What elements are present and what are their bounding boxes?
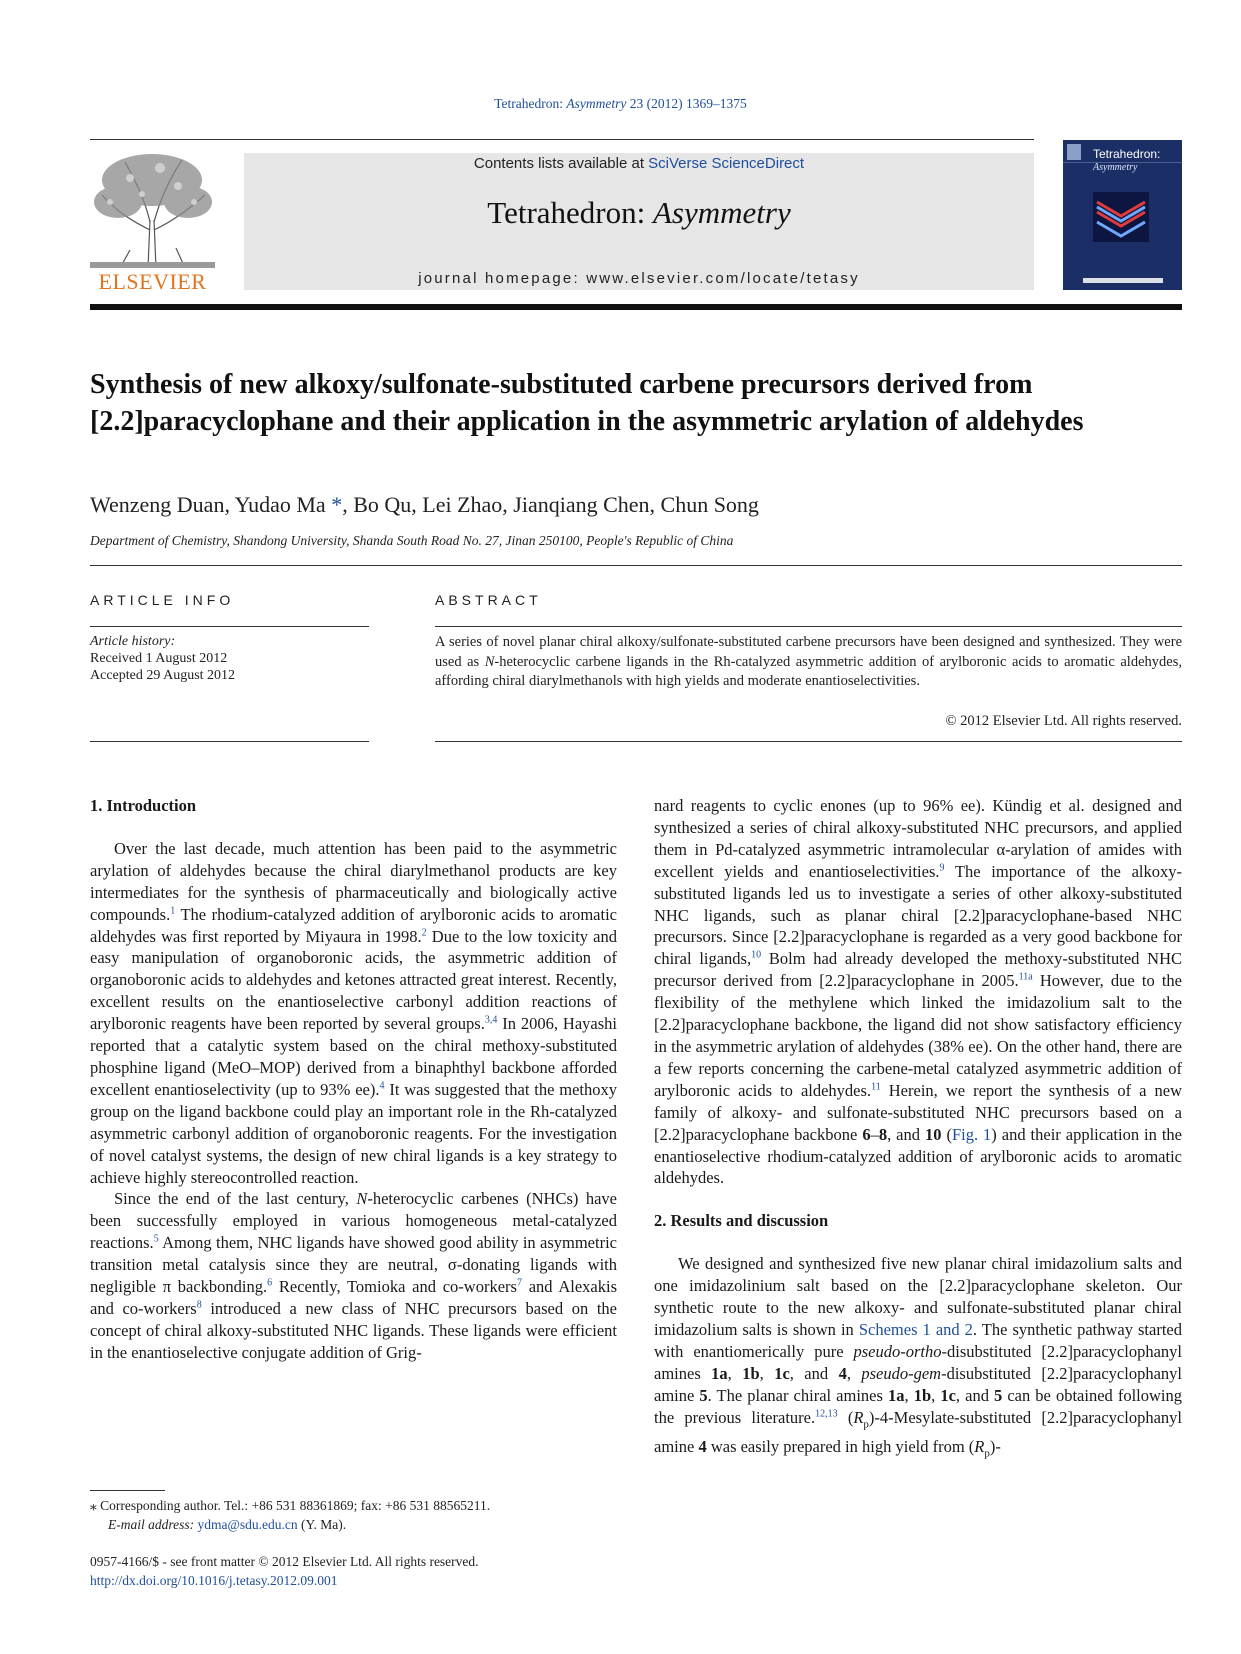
journal-homepage[interactable]: journal homepage: www.elsevier.com/locate/tetasy	[418, 270, 860, 287]
abstract-rule-top	[435, 626, 1182, 627]
publisher-name: ELSEVIER	[98, 269, 207, 294]
affiliation-rule	[90, 565, 1182, 566]
author-list: Wenzeng Duan, Yudao Ma *, Bo Qu, Lei Zhao, Jianqiang Chen, Chun Song	[90, 492, 759, 517]
article-title: Synthesis of new alkoxy/sulfonate-substituted carbene precursors derived from [2.2]paracyclophane and their application in the asymmetric arylation of aldehydes	[90, 369, 1084, 437]
abstract-copyright: © 2012 Elsevier Ltd. All rights reserved.	[945, 713, 1182, 729]
journal-name: Tetrahedron: Asymmetry	[487, 195, 791, 230]
article-info-rule-bottom	[90, 741, 369, 742]
elsevier-logo	[90, 150, 215, 295]
issn-doi-block	[90, 1552, 479, 1590]
cover-title: Tetrahedron: Asymmetry	[1093, 147, 1161, 173]
section-1-heading: 1. Introduction	[90, 796, 197, 815]
figure-1-link[interactable]: Fig. 1	[951, 1124, 992, 1144]
issn-line: 0957-4166/$ - see front matter © 2012 Elsevier Ltd. All rights reserved.	[90, 1554, 479, 1569]
doi-link[interactable]: http://dx.doi.org/10.1016/j.tetasy.2012.09.001	[90, 1573, 338, 1588]
ref-5[interactable]: 5	[153, 1233, 159, 1245]
abstract-heading: ABSTRACT	[435, 592, 542, 608]
ref-8[interactable]: 8	[196, 1299, 202, 1311]
article-history	[90, 633, 235, 684]
abstract-rule-bottom	[435, 741, 1182, 742]
sciencedirect-link[interactable]: SciVerse ScienceDirect	[648, 155, 805, 172]
ref-11a[interactable]: 11a	[1018, 971, 1033, 983]
ref-11[interactable]: 11	[871, 1081, 881, 1093]
header-rule	[90, 139, 1034, 140]
accepted-date: Accepted 29 August 2012	[90, 668, 236, 683]
corresponding-author-footnote: ⁎ Corresponding author. Tel.: +86 531 88361869; fax: +86 531 88565211. E-mail address: ydma@sdu.edu.cn (Y. Ma).	[90, 1498, 491, 1532]
journal-banner	[244, 153, 1034, 290]
section-2-heading: 2. Results and discussion	[654, 1211, 829, 1231]
intro-paragraph-2-continued: nard reagents to cyclic enones (up to 96% ee). Kündig et al. designed and synthesized a series of chiral alkoxy-substituted NHC precursors, and applied them in Pd-catalyzed asymmetric intramolecular α-arylation of amides with excellent yields and enantioselectivities.$^9$ The importance of the alkoxy-substituted ligands led us to investigate a series of other alkoxy-substituted NHC ligands, such as planar chiral [2.2]paracyclophane-based NHC precursors. Since [2.2]paracyclophane is regarded as a very good backbone for chiral ligands,$^{10}$ Bolm had already developed the methoxy-substituted NHC precursor derived from [2.2]paracyclophane in 2005.$^{11a}$ However, due to the flexibility of the methylene which linked the imidazolium salt to the [2.2]paracyclophane backbone, the ligand did not show satisfactory efficiency in the asymmetric arylation of aldehydes (38% ee). On the other hand, there are a few reports concerning the carbene-metal catalyzed asymmetric addition of arylboronic acids to aldehydes.$^{11}$ Herein, we report the synthesis of a new family of alkoxy- and sulfonate-substituted NHC precursors based on a [2.2]paracyclophane backbone 6–8, and 10 (Fig. 1) and their application in the enantioselective rhodium-catalyzed addition of arylboronic acids to aromatic aldehydes.	[654, 796, 1183, 1188]
journal-cover	[1063, 140, 1182, 290]
article-info-rule-top	[90, 626, 369, 627]
elsevier-tree-icon	[90, 150, 215, 268]
intro-paragraph-2: Since the end of the last century, N-heterocyclic carbenes (NHCs) have been successfully employed in various homogeneous metal-catalyzed reactions.$^5$ Among them, NHC ligands have showed good ability in asymmetric transition metal catalysis since they are neutral, σ-donating ligands with negligible π backbonding.$^6$ Recently, Tomioka and co-workers$^7$ and Alexakis and co-workers$^8$ introduced a new class of NHC precursors based on the concept of chiral alkoxy-substituted NHC ligands. These ligands were efficient in the enantioselective conjugate addition of Grig-	[90, 1189, 618, 1362]
corresponding-author-marker[interactable]: *	[325, 492, 343, 517]
ref-12-13[interactable]: 12,13	[815, 1408, 838, 1420]
intro-paragraph-1: Over the last decade, much attention has been paid to the asymmetric arylation of aldehydes because the chiral diarylmethanol products are key intermediates for the synthesis of pharmaceutically and biologically active compounds.$^1$ The rhodium-catalyzed addition of arylboronic acids to aromatic aldehydes was first reported by Miyaura in 1998.$^2$ Due to the low toxicity and easy manipulation of organoboronic acids, the asymmetric addition of organoboronic acids to aldehydes and ketones attracted great interest. Recently, excellent results on the enantioselective carbonyl addition reactions of arylboronic reagents have been reported by several groups.$^{3,4}$ In 2006, Hayashi reported that a catalytic system based on the chiral methoxy-substituted phosphine ligand (MeO–MOP) derived from a binaphthyl backbone afforded excellent enantioselectivity (up to 93% ee).$^4$ It was suggested that the methoxy group on the ligand backbone could play an important role in the Rh-catalyzed asymmetric carbonyl addition of organoboronic reagents. For the investigation of novel catalyst systems, the design of new chiral ligands is a key strategy to achieve highly stereocontrolled reaction.	[90, 838, 618, 1187]
ref-3-4[interactable]: 3,4	[484, 1014, 498, 1026]
affiliation: Department of Chemistry, Shandong University, Shanda South Road No. 27, Jinan 250100, People's Republic of China	[90, 533, 734, 548]
schemes-1-2-link[interactable]: Schemes 1 and 2	[858, 1319, 973, 1339]
received-date: Received 1 August 2012	[90, 651, 228, 666]
ref-6[interactable]: 6	[267, 1277, 273, 1289]
ref-10[interactable]: 10	[751, 949, 762, 961]
ref-4[interactable]: 4	[379, 1080, 385, 1092]
results-paragraph-1: We designed and synthesized five new planar chiral imidazolium salts and one imidazolinium salt based on the [2.2]paracyclophane skeleton. Our synthetic route to the new alkoxy- and sulfonate-substituted planar chiral imidazolium salts is shown in Schemes 1 and 2. The synthetic pathway started with enantiomerically pure pseudo-ortho-disubstituted [2.2]paracyclophanyl amines 1a, 1b, 1c, and 4, pseudo-gem-disubstituted [2.2]paracyclophanyl amine 5. The planar chiral amines 1a, 1b, 1c, and 5 can be obtained following the previous literature.$^{12,13}$ $(R_p)-4-Mesylate$-substituted [2.2]paracyclophanyl amine 4 was easily prepared in high yield from $(R_p)-$	[654, 1254, 1183, 1460]
contents-line: Contents lists available at SciVerse ScienceDirect	[473, 155, 805, 172]
ref-7[interactable]: 7	[516, 1277, 522, 1289]
header-thick-rule	[90, 304, 1182, 310]
body-left-column	[90, 795, 617, 1364]
article-info-heading: ARTICLE INFO	[90, 592, 235, 608]
ref-2[interactable]: 2	[421, 927, 427, 939]
ref-1[interactable]: 1	[170, 905, 176, 917]
body-right-column	[654, 795, 1182, 1465]
author-email-link[interactable]: ydma@sdu.edu.cn	[197, 1517, 298, 1532]
ref-9[interactable]: 9	[939, 862, 945, 874]
journal-citation: Tetrahedron: Asymmetry 23 (2012) 1369–1375	[494, 96, 747, 111]
abstract-text: A series of novel planar chiral alkoxy/sulfonate-substituted carbene precursors have been designed and synthesized. They were used as N-heterocyclic carbene ligands in the Rh-catalyzed asymmetric addition of arylboronic acids to aromatic aldehydes, affording chiral diarylmethanols with high yields and moderate enantioselectivities.	[435, 634, 1182, 689]
footnote-rule	[90, 1490, 165, 1491]
history-label: Article history:	[90, 634, 176, 649]
